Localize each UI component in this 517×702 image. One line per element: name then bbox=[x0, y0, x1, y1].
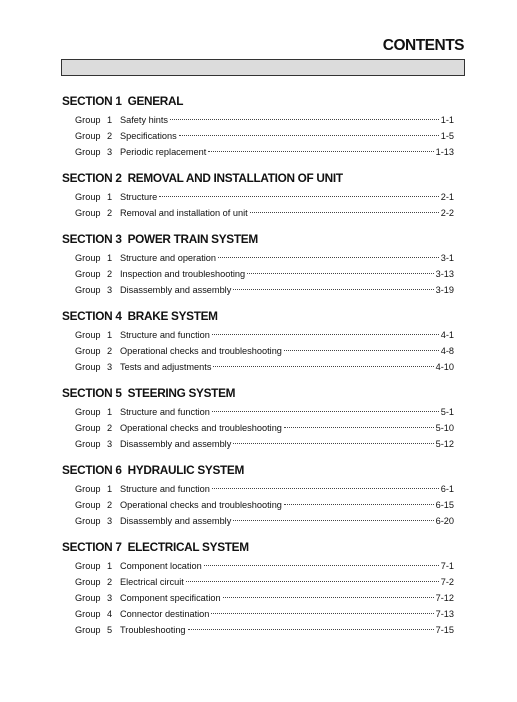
group-number: 1 bbox=[107, 484, 113, 494]
dot-leader bbox=[233, 289, 433, 290]
group-number: 2 bbox=[107, 208, 113, 218]
group-title: Operational checks and troubleshooting bbox=[120, 423, 282, 433]
group-title: Operational checks and troubleshooting bbox=[120, 500, 282, 510]
section-heading[interactable] bbox=[62, 167, 454, 189]
group-prefix: Group bbox=[75, 593, 101, 603]
group-number: 3 bbox=[107, 147, 113, 157]
page-number: 3-13 bbox=[435, 269, 454, 279]
dot-leader bbox=[284, 427, 434, 428]
section-entries bbox=[62, 481, 454, 529]
group-title: Operational checks and troubleshooting bbox=[120, 346, 282, 356]
group-number: 1 bbox=[107, 330, 113, 340]
group-prefix: Group bbox=[75, 285, 101, 295]
page-number: 6-1 bbox=[440, 484, 454, 494]
group-prefix: Group bbox=[75, 147, 101, 157]
toc-section-5 bbox=[62, 382, 454, 452]
page-number: 7-2 bbox=[440, 577, 454, 587]
group-title: Structure and function bbox=[120, 484, 210, 494]
group-prefix: Group bbox=[75, 208, 101, 218]
section-name: ELECTRICAL SYSTEM bbox=[127, 540, 249, 554]
toc-entry[interactable] bbox=[62, 359, 454, 375]
page-title: CONTENTS bbox=[382, 37, 464, 54]
toc-entry[interactable] bbox=[62, 189, 454, 205]
dot-leader bbox=[250, 212, 439, 213]
page-number: 7-12 bbox=[435, 593, 454, 603]
group-number: 1 bbox=[107, 115, 113, 125]
page-number: 5-10 bbox=[435, 423, 454, 433]
dot-leader bbox=[204, 565, 439, 566]
group-number: 2 bbox=[107, 269, 113, 279]
group-prefix: Group bbox=[75, 253, 101, 263]
group-number: 3 bbox=[107, 362, 113, 372]
group-title: Safety hints bbox=[120, 115, 169, 125]
group-prefix: Group bbox=[75, 362, 101, 372]
section-label: SECTION 5 bbox=[62, 386, 122, 400]
page-number: 5-1 bbox=[440, 407, 454, 417]
toc-section-7 bbox=[62, 536, 454, 638]
dot-leader bbox=[284, 350, 439, 351]
section-heading[interactable] bbox=[62, 305, 454, 327]
toc-entry[interactable] bbox=[62, 282, 454, 298]
group-prefix: Group bbox=[75, 423, 101, 433]
group-title: Structure bbox=[120, 192, 158, 202]
page-number: 6-15 bbox=[435, 500, 454, 510]
dot-leader bbox=[213, 366, 433, 367]
section-label: SECTION 6 bbox=[62, 463, 122, 477]
group-prefix: Group bbox=[75, 131, 101, 141]
group-prefix: Group bbox=[75, 561, 101, 571]
toc-entry[interactable] bbox=[62, 622, 454, 638]
group-title: Periodic replacement bbox=[120, 147, 207, 157]
page-number: 7-1 bbox=[440, 561, 454, 571]
section-label: SECTION 3 bbox=[62, 232, 122, 246]
section-heading[interactable] bbox=[62, 90, 454, 112]
group-prefix: Group bbox=[75, 516, 101, 526]
dot-leader bbox=[212, 411, 439, 412]
group-prefix: Group bbox=[75, 269, 101, 279]
group-number: 1 bbox=[107, 192, 113, 202]
dot-leader bbox=[188, 629, 434, 630]
page-number: 4-8 bbox=[440, 346, 454, 356]
group-prefix: Group bbox=[75, 192, 101, 202]
group-prefix: Group bbox=[75, 609, 101, 619]
section-entries bbox=[62, 189, 454, 221]
group-prefix: Group bbox=[75, 115, 101, 125]
dot-leader bbox=[211, 613, 433, 614]
section-entries bbox=[62, 558, 454, 638]
group-title: Troubleshooting bbox=[120, 625, 186, 635]
group-prefix: Group bbox=[75, 346, 101, 356]
group-number: 1 bbox=[107, 561, 113, 571]
toc-entry[interactable] bbox=[62, 327, 454, 343]
group-number: 2 bbox=[107, 346, 113, 356]
toc-section-6 bbox=[62, 459, 454, 529]
group-prefix: Group bbox=[75, 484, 101, 494]
page-number: 6-20 bbox=[435, 516, 454, 526]
group-prefix: Group bbox=[75, 577, 101, 587]
toc-section-3 bbox=[62, 228, 454, 298]
title-bar bbox=[61, 59, 465, 76]
toc-entry[interactable] bbox=[62, 266, 454, 282]
section-name: REMOVAL AND INSTALLATION OF UNIT bbox=[127, 171, 343, 185]
page-number: 1-1 bbox=[440, 115, 454, 125]
section-name: POWER TRAIN SYSTEM bbox=[127, 232, 258, 246]
group-number: 1 bbox=[107, 253, 113, 263]
toc-section-1 bbox=[62, 90, 454, 160]
group-prefix: Group bbox=[75, 439, 101, 449]
group-title: Disassembly and assembly bbox=[120, 439, 232, 449]
page-number: 4-1 bbox=[440, 330, 454, 340]
dot-leader bbox=[247, 273, 433, 274]
group-title: Electrical circuit bbox=[120, 577, 184, 587]
toc-entry[interactable] bbox=[62, 481, 454, 497]
dot-leader bbox=[212, 334, 439, 335]
page-number: 1-13 bbox=[435, 147, 454, 157]
table-of-contents bbox=[62, 90, 454, 645]
group-prefix: Group bbox=[75, 500, 101, 510]
section-label: SECTION 1 bbox=[62, 94, 122, 108]
page-number: 5-12 bbox=[435, 439, 454, 449]
section-heading[interactable] bbox=[62, 228, 454, 250]
page-number: 7-15 bbox=[435, 625, 454, 635]
group-title: Component location bbox=[120, 561, 202, 571]
group-title: Disassembly and assembly bbox=[120, 516, 232, 526]
page-number: 3-19 bbox=[435, 285, 454, 295]
group-title: Inspection and troubleshooting bbox=[120, 269, 246, 279]
section-name: GENERAL bbox=[127, 94, 184, 108]
section-name: STEERING SYSTEM bbox=[127, 386, 236, 400]
dot-leader bbox=[218, 257, 439, 258]
group-number: 3 bbox=[107, 285, 113, 295]
toc-entry[interactable] bbox=[62, 513, 454, 529]
section-label: SECTION 2 bbox=[62, 171, 122, 185]
toc-entry[interactable] bbox=[62, 590, 454, 606]
group-prefix: Group bbox=[75, 330, 101, 340]
group-number: 5 bbox=[107, 625, 113, 635]
group-number: 4 bbox=[107, 609, 113, 619]
dot-leader bbox=[212, 488, 439, 489]
toc-entry[interactable] bbox=[62, 420, 454, 436]
group-number: 3 bbox=[107, 516, 113, 526]
dot-leader bbox=[186, 581, 439, 582]
toc-entry[interactable] bbox=[62, 558, 454, 574]
section-entries bbox=[62, 112, 454, 160]
section-entries bbox=[62, 327, 454, 375]
group-title: Disassembly and assembly bbox=[120, 285, 232, 295]
toc-entry[interactable] bbox=[62, 250, 454, 266]
dot-leader bbox=[223, 597, 434, 598]
toc-entry[interactable] bbox=[62, 128, 454, 144]
group-prefix: Group bbox=[75, 407, 101, 417]
section-entries bbox=[62, 404, 454, 452]
section-entries bbox=[62, 250, 454, 298]
dot-leader bbox=[233, 520, 433, 521]
group-number: 2 bbox=[107, 500, 113, 510]
group-number: 2 bbox=[107, 131, 113, 141]
dot-leader bbox=[170, 119, 439, 120]
group-title: Component specification bbox=[120, 593, 221, 603]
dot-leader bbox=[284, 504, 434, 505]
page-number: 7-13 bbox=[435, 609, 454, 619]
page-number: 4-10 bbox=[435, 362, 454, 372]
group-title: Tests and adjustments bbox=[120, 362, 212, 372]
toc-entry[interactable] bbox=[62, 497, 454, 513]
section-name: HYDRAULIC SYSTEM bbox=[127, 463, 245, 477]
toc-entry[interactable] bbox=[62, 436, 454, 452]
section-label: SECTION 7 bbox=[62, 540, 122, 554]
toc-entry[interactable] bbox=[62, 112, 454, 128]
section-heading[interactable] bbox=[62, 459, 454, 481]
toc-entry[interactable] bbox=[62, 574, 454, 590]
toc-entry[interactable] bbox=[62, 343, 454, 359]
group-title: Structure and function bbox=[120, 330, 210, 340]
page-number: 3-1 bbox=[440, 253, 454, 263]
section-heading[interactable] bbox=[62, 536, 454, 558]
toc-entry[interactable] bbox=[62, 144, 454, 160]
group-prefix: Group bbox=[75, 625, 101, 635]
group-number: 3 bbox=[107, 593, 113, 603]
page-number: 1-5 bbox=[440, 131, 454, 141]
group-number: 2 bbox=[107, 577, 113, 587]
section-name: BRAKE SYSTEM bbox=[127, 309, 218, 323]
page-number: 2-2 bbox=[440, 208, 454, 218]
group-title: Removal and installation of unit bbox=[120, 208, 248, 218]
group-number: 1 bbox=[107, 407, 113, 417]
group-title: Structure and function bbox=[120, 407, 210, 417]
group-title: Specifications bbox=[120, 131, 177, 141]
dot-leader bbox=[159, 196, 438, 197]
dot-leader bbox=[208, 151, 433, 152]
section-label: SECTION 4 bbox=[62, 309, 122, 323]
toc-section-4 bbox=[62, 305, 454, 375]
dot-leader bbox=[233, 443, 433, 444]
toc-entry[interactable] bbox=[62, 606, 454, 622]
group-number: 3 bbox=[107, 439, 113, 449]
section-heading[interactable] bbox=[62, 382, 454, 404]
group-title: Connector destination bbox=[120, 609, 210, 619]
toc-entry[interactable] bbox=[62, 404, 454, 420]
toc-section-2 bbox=[62, 167, 454, 221]
group-title: Structure and operation bbox=[120, 253, 217, 263]
group-number: 2 bbox=[107, 423, 113, 433]
page-number: 2-1 bbox=[440, 192, 454, 202]
toc-entry[interactable] bbox=[62, 205, 454, 221]
dot-leader bbox=[179, 135, 439, 136]
